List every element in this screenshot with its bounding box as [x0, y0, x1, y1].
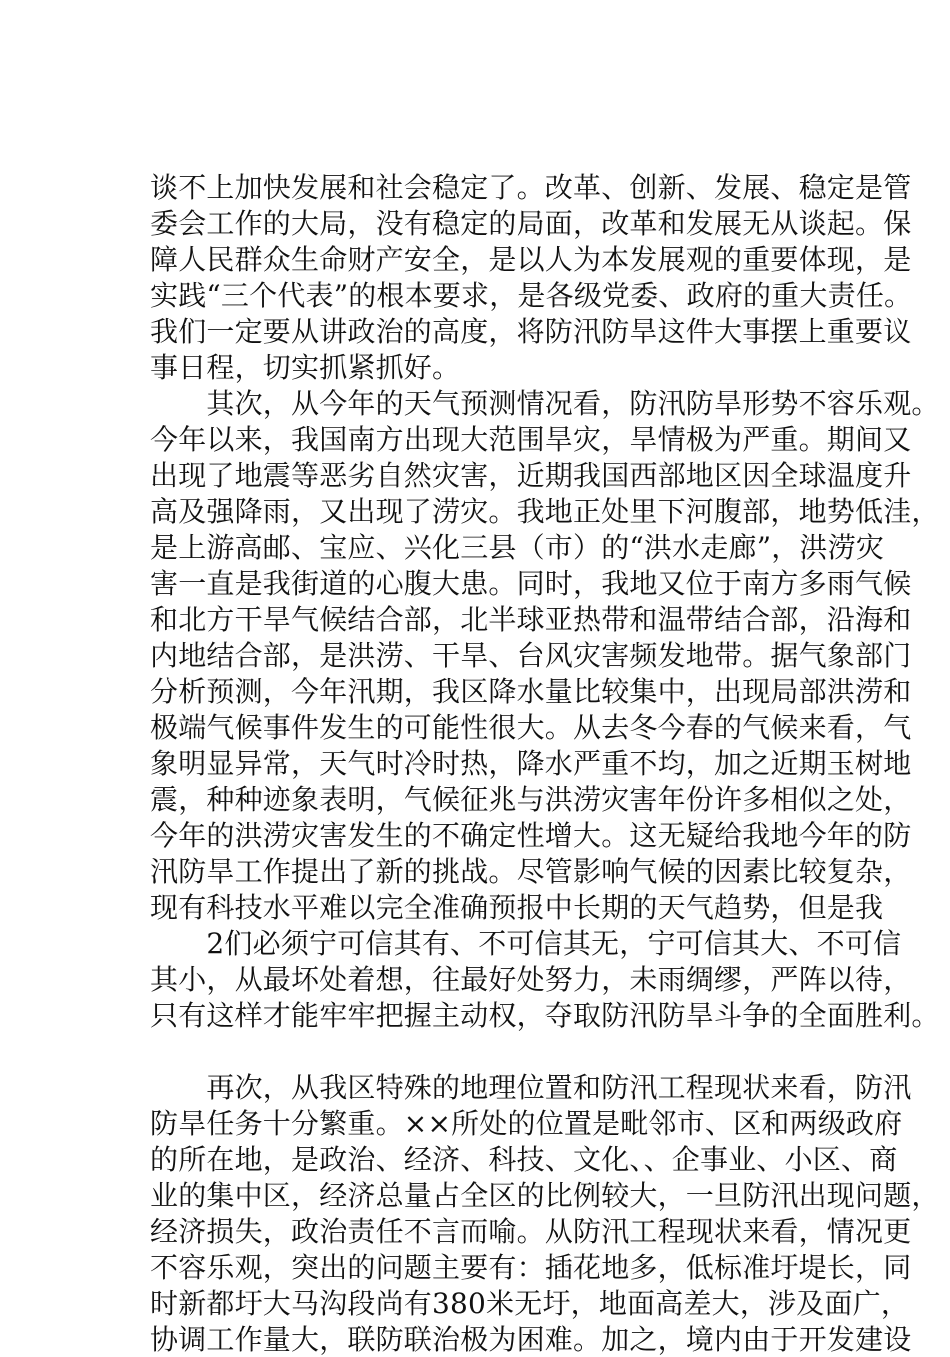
- text-line: 内地结合部，是洪涝、干旱、台风灾害频发地带。据气象部门: [150, 639, 912, 672]
- text-line: 经济损失，政治责任不言而喻。从防汛工程现状来看，情况更: [150, 1215, 912, 1248]
- text-line: 我们一定要从讲政治的高度，将防汛防旱这件大事摆上重要议: [150, 315, 912, 348]
- text-line: 实践“三个代表”的根本要求，是各级党委、政府的重大责任。: [150, 279, 913, 312]
- text-line: 象明显异常，天气时冷时热，降水严重不均，加之近期玉树地: [150, 747, 912, 780]
- text-line: 防旱任务十分繁重。××所处的位置是毗邻市、区和两级政府: [150, 1107, 903, 1140]
- text-line: 的所在地，是政治、经济、科技、文化、、企事业、小区、商: [150, 1143, 898, 1176]
- text-line: 其小，从最坏处着想，往最好处努力，未雨绸缪，严阵以待，: [150, 963, 912, 996]
- text-line: 震，种种迹象表明，气候征兆与洪涝灾害年份许多相似之处，: [150, 783, 912, 816]
- text-line: 出现了地震等恶劣自然灾害，近期我国西部地区因全球温度升: [150, 459, 912, 492]
- text-line: 现有科技水平难以完全准确预报中长期的天气趋势，但是我: [150, 891, 884, 924]
- text-line: 其次，从今年的天气预测情况看，防汛防旱形势不容乐观。: [150, 387, 940, 420]
- text-line: 再次，从我区特殊的地理位置和防汛工程现状来看，防汛: [150, 1071, 912, 1104]
- text-line: 极端气候事件发生的可能性很大。从去冬今春的气候来看，气: [150, 711, 912, 744]
- text-line: 委会工作的大局，没有稳定的局面，改革和发展无从谈起。保: [150, 207, 912, 240]
- text-line: 协调工作量大，联防联治极为困难。加之，境内由于开发建设: [150, 1323, 912, 1356]
- text-line: 业的集中区，经济总量占全区的比例较大，一旦防汛出现问题，: [150, 1179, 940, 1212]
- text-line: 和北方干旱气候结合部，北半球亚热带和温带结合部，沿海和: [150, 603, 912, 636]
- text-line: 害一直是我街道的心腹大患。同时，我地又位于南方多雨气候: [150, 567, 912, 600]
- text-line: 时新都圩大马沟段尚有380米无圩，地面高差大，涉及面广，: [150, 1287, 910, 1320]
- text-line: 分析预测，今年汛期，我区降水量比较集中，出现局部洪涝和: [150, 675, 912, 708]
- text-line: 谈不上加快发展和社会稳定了。改革、创新、发展、稳定是管: [150, 171, 912, 204]
- text-line: 是上游高邮、宝应、兴化三县（市）的“洪水走廊”，洪涝灾: [150, 531, 885, 564]
- text-line: 2们必须宁可信其有、不可信其无，宁可信其大、不可信: [150, 927, 902, 960]
- text-line: 今年以来，我国南方出现大范围旱灾，旱情极为严重。期间又: [150, 423, 912, 456]
- text-line: 不容乐观，突出的问题主要有：插花地多，低标准圩堤长，同: [150, 1251, 912, 1284]
- text-line: 汛防旱工作提出了新的挑战。尽管影响气候的因素比较复杂，: [150, 855, 912, 888]
- text-line: 今年的洪涝灾害发生的不确定性增大。这无疑给我地今年的防: [150, 819, 912, 852]
- text-line: 只有这样才能牢牢把握主动权，夺取防汛防旱斗争的全面胜利。: [150, 999, 940, 1032]
- text-line: 高及强降雨，又出现了涝灾。我地正处里下河腹部，地势低洼，: [150, 495, 940, 528]
- text-line: 障人民群众生命财产安全，是以人为本发展观的重要体现，是: [150, 243, 912, 276]
- text-line: 事日程，切实抓紧抓好。: [150, 351, 461, 384]
